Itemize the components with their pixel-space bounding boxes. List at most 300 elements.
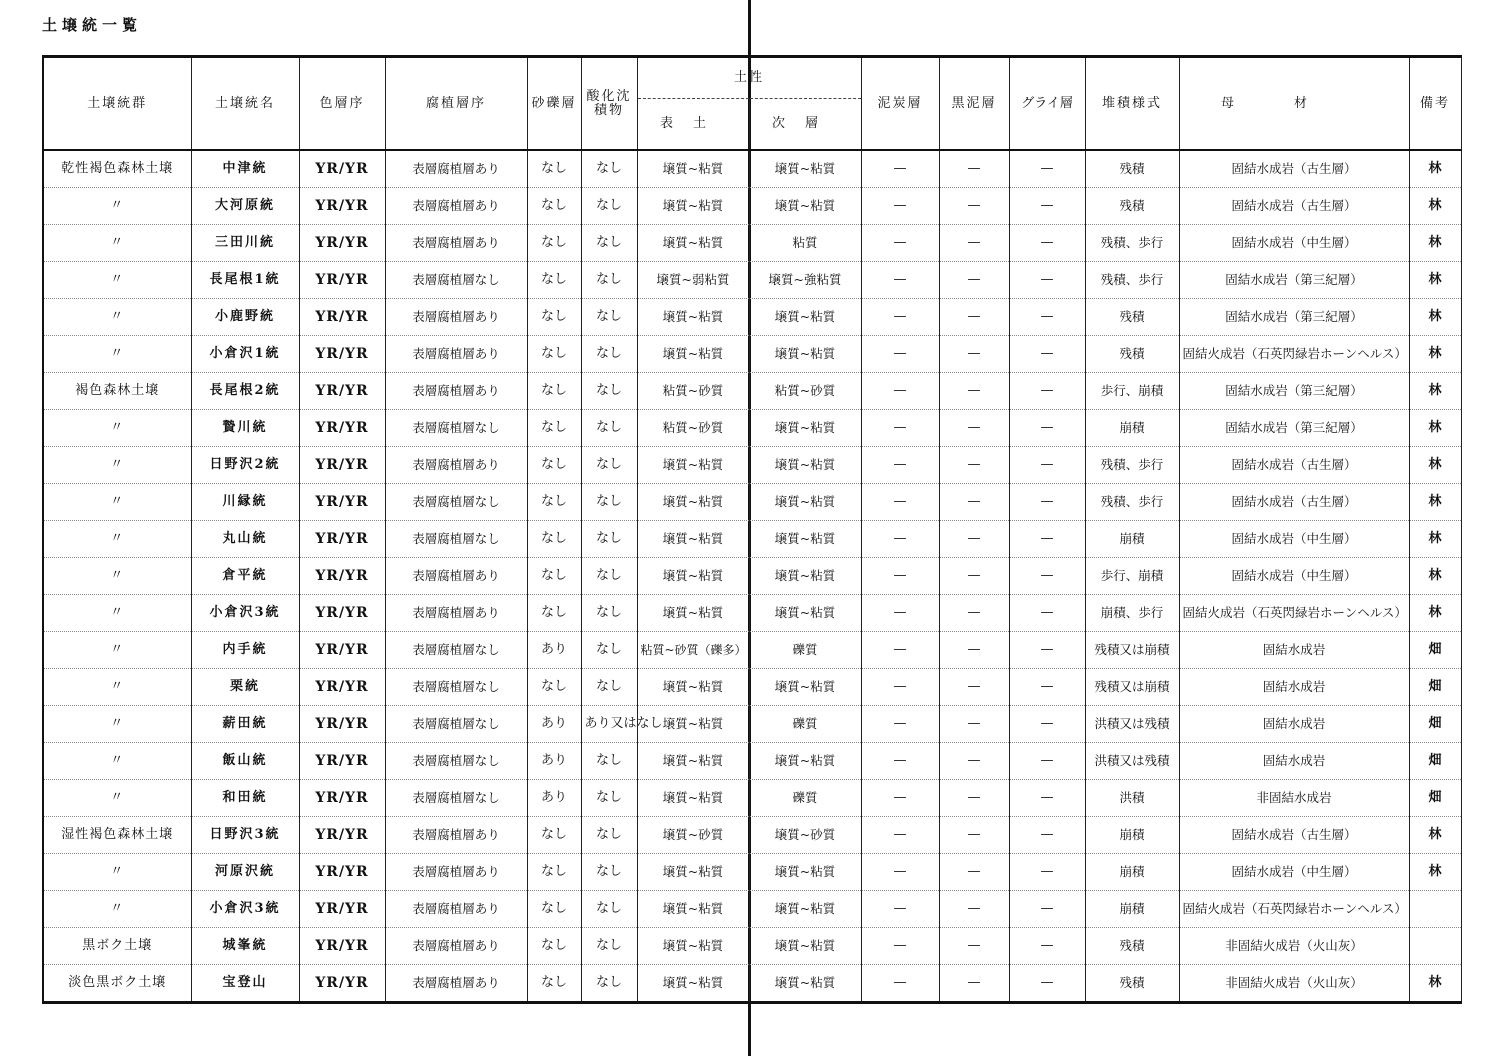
- subsoil-texture-cell: 壌質~粘質: [749, 743, 861, 780]
- header-name: 土壌統名: [191, 57, 299, 151]
- subsoil-texture-cell: 壌質~粘質: [749, 854, 861, 891]
- gravel-layer-cell: なし: [527, 965, 581, 1003]
- gravel-layer-cell: あり: [527, 706, 581, 743]
- gley-layer-cell: —: [1009, 299, 1085, 336]
- deposition-cell: 崩積: [1085, 410, 1179, 447]
- humus-sequence-cell: 表層腐植層なし: [385, 706, 527, 743]
- oxide-deposit-cell: なし: [581, 965, 637, 1003]
- subsoil-texture-cell: 壌質~粘質: [749, 484, 861, 521]
- surface-texture-cell: 壌質~粘質: [637, 447, 749, 484]
- oxide-deposit-cell: なし: [581, 669, 637, 706]
- peat-layer-cell: —: [861, 558, 939, 595]
- humus-sequence-cell: 表層腐植層なし: [385, 743, 527, 780]
- deposition-cell: 洪積: [1085, 780, 1179, 817]
- table-row: [43, 336, 1461, 373]
- oxide-deposit-cell: なし: [581, 373, 637, 410]
- subsoil-texture-cell: 壌質~粘質: [749, 558, 861, 595]
- parent-material-cell: 固結火成岩（石英閃緑岩ホーンヘルス）: [1179, 595, 1409, 632]
- surface-texture-cell: 粘質~砂質: [637, 410, 749, 447]
- series-name-cell: 内手統: [191, 632, 299, 669]
- table-row: [43, 410, 1461, 447]
- oxide-deposit-cell: なし: [581, 336, 637, 373]
- series-name-cell: 倉平統: [191, 558, 299, 595]
- color-sequence-cell: YR/YR: [299, 336, 385, 373]
- table-row: [43, 558, 1461, 595]
- gley-layer-cell: —: [1009, 743, 1085, 780]
- humus-sequence-cell: 表層腐植層あり: [385, 336, 527, 373]
- group-cell: 〃: [43, 188, 191, 225]
- table-row: [43, 521, 1461, 558]
- group-cell: 褐色森林土壌: [43, 373, 191, 410]
- table-row: [43, 669, 1461, 706]
- deposition-cell: 残積: [1085, 299, 1179, 336]
- color-sequence-cell: YR/YR: [299, 854, 385, 891]
- header-gley: グライ層: [1009, 57, 1085, 151]
- oxide-deposit-cell: なし: [581, 558, 637, 595]
- parent-material-cell: 非固結火成岩（火山灰）: [1179, 928, 1409, 965]
- muck-layer-cell: —: [939, 188, 1009, 225]
- color-sequence-cell: YR/YR: [299, 743, 385, 780]
- humus-sequence-cell: 表層腐植層なし: [385, 632, 527, 669]
- color-sequence-cell: YR/YR: [299, 410, 385, 447]
- gravel-layer-cell: なし: [527, 447, 581, 484]
- series-name-cell: 薪田統: [191, 706, 299, 743]
- series-name-cell: 中津統: [191, 150, 299, 188]
- oxide-deposit-cell: なし: [581, 150, 637, 188]
- muck-layer-cell: —: [939, 262, 1009, 299]
- table-row: [43, 595, 1461, 632]
- surface-texture-cell: 壌質~粘質: [637, 928, 749, 965]
- surface-texture-cell: 壌質~粘質: [637, 854, 749, 891]
- header-gravel: 砂礫層: [527, 57, 581, 151]
- humus-sequence-cell: 表層腐植層あり: [385, 150, 527, 188]
- note-cell: 林: [1409, 595, 1461, 632]
- group-cell: 黒ボク土壌: [43, 928, 191, 965]
- surface-texture-cell: 壌質~粘質: [637, 225, 749, 262]
- muck-layer-cell: —: [939, 447, 1009, 484]
- series-name-cell: 宝登山: [191, 965, 299, 1003]
- table-row: [43, 706, 1461, 743]
- gley-layer-cell: —: [1009, 188, 1085, 225]
- peat-layer-cell: —: [861, 484, 939, 521]
- gley-layer-cell: —: [1009, 928, 1085, 965]
- deposition-cell: 残積、歩行: [1085, 447, 1179, 484]
- humus-sequence-cell: 表層腐植層なし: [385, 484, 527, 521]
- humus-sequence-cell: 表層腐植層なし: [385, 780, 527, 817]
- peat-layer-cell: —: [861, 780, 939, 817]
- group-cell: 〃: [43, 262, 191, 299]
- table-row: [43, 373, 1461, 410]
- gravel-layer-cell: なし: [527, 410, 581, 447]
- subsoil-texture-cell: 壌質~粘質: [749, 928, 861, 965]
- group-cell: 〃: [43, 521, 191, 558]
- gley-layer-cell: —: [1009, 817, 1085, 854]
- parent-material-cell: 固結水成岩（中生層）: [1179, 558, 1409, 595]
- deposition-cell: 残積、歩行: [1085, 262, 1179, 299]
- table-row: [43, 225, 1461, 262]
- subsoil-texture-cell: 壌質~粘質: [749, 595, 861, 632]
- subsoil-texture-cell: 壌質~粘質: [749, 965, 861, 1003]
- color-sequence-cell: YR/YR: [299, 706, 385, 743]
- header-parent: 母材: [1179, 57, 1409, 151]
- table-row: [43, 188, 1461, 225]
- surface-texture-cell: 壌質~粘質: [637, 484, 749, 521]
- group-cell: 乾性褐色森林土壌: [43, 150, 191, 188]
- surface-texture-cell: 壌質~粘質: [637, 558, 749, 595]
- deposition-cell: 残積、歩行: [1085, 484, 1179, 521]
- peat-layer-cell: —: [861, 965, 939, 1003]
- table-row: [43, 150, 1461, 188]
- gley-layer-cell: —: [1009, 632, 1085, 669]
- table-row: [43, 484, 1461, 521]
- oxide-deposit-cell: なし: [581, 410, 637, 447]
- series-name-cell: 日野沢3統: [191, 817, 299, 854]
- deposition-cell: 残積: [1085, 336, 1179, 373]
- subsoil-texture-cell: 壌質~粘質: [749, 891, 861, 928]
- note-cell: 林: [1409, 558, 1461, 595]
- humus-sequence-cell: 表層腐植層あり: [385, 928, 527, 965]
- surface-texture-cell: 壌質~粘質: [637, 595, 749, 632]
- parent-material-cell: 固結水成岩（中生層）: [1179, 521, 1409, 558]
- series-name-cell: 長尾根2統: [191, 373, 299, 410]
- peat-layer-cell: —: [861, 669, 939, 706]
- deposition-cell: 歩行、崩積: [1085, 558, 1179, 595]
- series-name-cell: 三田川統: [191, 225, 299, 262]
- humus-sequence-cell: 表層腐植層なし: [385, 669, 527, 706]
- peat-layer-cell: —: [861, 188, 939, 225]
- deposition-cell: 残積、歩行: [1085, 225, 1179, 262]
- note-cell: 林: [1409, 373, 1461, 410]
- group-cell: 〃: [43, 484, 191, 521]
- muck-layer-cell: —: [939, 225, 1009, 262]
- surface-texture-cell: 壌質~粘質: [637, 299, 749, 336]
- subsoil-texture-cell: 壌質~粘質: [749, 410, 861, 447]
- parent-material-cell: 固結水成岩（第三紀層）: [1179, 299, 1409, 336]
- header-texture-subsoil: 次層: [749, 99, 861, 151]
- subsoil-texture-cell: 壌質~強粘質: [749, 262, 861, 299]
- group-cell: 〃: [43, 632, 191, 669]
- deposition-cell: 崩積: [1085, 891, 1179, 928]
- gravel-layer-cell: なし: [527, 262, 581, 299]
- group-cell: 〃: [43, 299, 191, 336]
- header-humus: 腐植層序: [385, 57, 527, 151]
- oxide-deposit-cell: なし: [581, 743, 637, 780]
- note-cell: 林: [1409, 150, 1461, 188]
- group-cell: 〃: [43, 669, 191, 706]
- gravel-layer-cell: なし: [527, 299, 581, 336]
- surface-texture-cell: 壌質~粘質: [637, 669, 749, 706]
- surface-texture-cell: 壌質~粘質: [637, 891, 749, 928]
- group-cell: 〃: [43, 336, 191, 373]
- deposition-cell: 残積又は崩積: [1085, 669, 1179, 706]
- table-row: [43, 743, 1461, 780]
- deposition-cell: 洪積又は残積: [1085, 743, 1179, 780]
- series-name-cell: 川縁統: [191, 484, 299, 521]
- peat-layer-cell: —: [861, 743, 939, 780]
- gley-layer-cell: —: [1009, 225, 1085, 262]
- oxide-deposit-cell: なし: [581, 854, 637, 891]
- color-sequence-cell: YR/YR: [299, 299, 385, 336]
- muck-layer-cell: —: [939, 965, 1009, 1003]
- series-name-cell: 小鹿野統: [191, 299, 299, 336]
- oxide-deposit-cell: なし: [581, 484, 637, 521]
- series-name-cell: 栗統: [191, 669, 299, 706]
- color-sequence-cell: YR/YR: [299, 558, 385, 595]
- humus-sequence-cell: 表層腐植層あり: [385, 595, 527, 632]
- header-muck: 黒泥層: [939, 57, 1009, 151]
- color-sequence-cell: YR/YR: [299, 928, 385, 965]
- peat-layer-cell: —: [861, 262, 939, 299]
- gravel-layer-cell: なし: [527, 188, 581, 225]
- parent-material-cell: 固結水成岩（古生層）: [1179, 484, 1409, 521]
- gley-layer-cell: —: [1009, 262, 1085, 299]
- gravel-layer-cell: なし: [527, 484, 581, 521]
- group-cell: 〃: [43, 595, 191, 632]
- deposition-cell: 崩積: [1085, 521, 1179, 558]
- oxide-deposit-cell: なし: [581, 521, 637, 558]
- subsoil-texture-cell: 粘質~砂質: [749, 373, 861, 410]
- subsoil-texture-cell: 壌質~粘質: [749, 669, 861, 706]
- color-sequence-cell: YR/YR: [299, 891, 385, 928]
- peat-layer-cell: —: [861, 225, 939, 262]
- parent-material-cell: 固結水成岩: [1179, 669, 1409, 706]
- peat-layer-cell: —: [861, 817, 939, 854]
- subsoil-texture-cell: 礫質: [749, 706, 861, 743]
- muck-layer-cell: —: [939, 928, 1009, 965]
- gley-layer-cell: —: [1009, 558, 1085, 595]
- surface-texture-cell: 壌質~粘質: [637, 706, 749, 743]
- header-peat: 泥炭層: [861, 57, 939, 151]
- header-deposition: 堆積様式: [1085, 57, 1179, 151]
- gley-layer-cell: —: [1009, 965, 1085, 1003]
- color-sequence-cell: YR/YR: [299, 225, 385, 262]
- parent-material-cell: 非固結水成岩: [1179, 780, 1409, 817]
- parent-material-cell: 固結水成岩（古生層）: [1179, 817, 1409, 854]
- peat-layer-cell: —: [861, 706, 939, 743]
- color-sequence-cell: YR/YR: [299, 595, 385, 632]
- parent-material-cell: 固結水成岩（中生層）: [1179, 854, 1409, 891]
- group-cell: 〃: [43, 891, 191, 928]
- note-cell: 林: [1409, 299, 1461, 336]
- series-name-cell: 小倉沢3統: [191, 595, 299, 632]
- surface-texture-cell: 壌質~粘質: [637, 743, 749, 780]
- table-row: [43, 780, 1461, 817]
- deposition-cell: 崩積: [1085, 854, 1179, 891]
- parent-material-cell: 固結水成岩（古生層）: [1179, 150, 1409, 188]
- gravel-layer-cell: なし: [527, 669, 581, 706]
- deposition-cell: 崩積、歩行: [1085, 595, 1179, 632]
- color-sequence-cell: YR/YR: [299, 632, 385, 669]
- gley-layer-cell: —: [1009, 447, 1085, 484]
- muck-layer-cell: —: [939, 632, 1009, 669]
- peat-layer-cell: —: [861, 521, 939, 558]
- deposition-cell: 残積又は崩積: [1085, 632, 1179, 669]
- note-cell: 林: [1409, 262, 1461, 299]
- oxide-deposit-cell: なし: [581, 928, 637, 965]
- muck-layer-cell: —: [939, 299, 1009, 336]
- oxide-deposit-cell: なし: [581, 225, 637, 262]
- table-row: [43, 262, 1461, 299]
- color-sequence-cell: YR/YR: [299, 965, 385, 1003]
- color-sequence-cell: YR/YR: [299, 150, 385, 188]
- header-oxide: 酸化沈積物: [581, 57, 637, 151]
- parent-material-cell: 固結水成岩（古生層）: [1179, 188, 1409, 225]
- group-cell: 〃: [43, 447, 191, 484]
- header-note: 備考: [1409, 57, 1461, 151]
- note-cell: 林: [1409, 188, 1461, 225]
- oxide-deposit-cell: あり又はなし: [581, 706, 637, 743]
- peat-layer-cell: —: [861, 373, 939, 410]
- parent-material-cell: 非固結火成岩（火山灰）: [1179, 965, 1409, 1003]
- header-color: 色層序: [299, 57, 385, 151]
- surface-texture-cell: 粘質~砂質: [637, 373, 749, 410]
- oxide-deposit-cell: なし: [581, 632, 637, 669]
- note-cell: 林: [1409, 817, 1461, 854]
- series-name-cell: 河原沢統: [191, 854, 299, 891]
- color-sequence-cell: YR/YR: [299, 447, 385, 484]
- parent-material-cell: 固結水成岩（第三紀層）: [1179, 262, 1409, 299]
- group-cell: 〃: [43, 780, 191, 817]
- subsoil-texture-cell: 壌質~粘質: [749, 521, 861, 558]
- gravel-layer-cell: なし: [527, 521, 581, 558]
- parent-material-cell: 固結火成岩（石英閃緑岩ホーンヘルス）: [1179, 336, 1409, 373]
- subsoil-texture-cell: 壌質~粘質: [749, 336, 861, 373]
- color-sequence-cell: YR/YR: [299, 188, 385, 225]
- muck-layer-cell: —: [939, 484, 1009, 521]
- deposition-cell: 残積: [1085, 188, 1179, 225]
- gravel-layer-cell: なし: [527, 373, 581, 410]
- note-cell: 林: [1409, 410, 1461, 447]
- peat-layer-cell: —: [861, 854, 939, 891]
- gravel-layer-cell: なし: [527, 817, 581, 854]
- soil-series-table: [42, 55, 1462, 1004]
- gley-layer-cell: —: [1009, 669, 1085, 706]
- group-cell: 〃: [43, 706, 191, 743]
- parent-material-cell: 固結水成岩: [1179, 743, 1409, 780]
- gley-layer-cell: —: [1009, 780, 1085, 817]
- subsoil-texture-cell: 礫質: [749, 780, 861, 817]
- muck-layer-cell: —: [939, 706, 1009, 743]
- muck-layer-cell: —: [939, 817, 1009, 854]
- group-cell: 湿性褐色森林土壌: [43, 817, 191, 854]
- oxide-deposit-cell: なし: [581, 817, 637, 854]
- gley-layer-cell: —: [1009, 373, 1085, 410]
- oxide-deposit-cell: なし: [581, 262, 637, 299]
- table-row: [43, 928, 1461, 965]
- series-name-cell: 丸山統: [191, 521, 299, 558]
- color-sequence-cell: YR/YR: [299, 780, 385, 817]
- oxide-deposit-cell: なし: [581, 188, 637, 225]
- muck-layer-cell: —: [939, 891, 1009, 928]
- gley-layer-cell: —: [1009, 150, 1085, 188]
- page-title: 土壌統一覧: [42, 16, 143, 34]
- peat-layer-cell: —: [861, 928, 939, 965]
- series-name-cell: 城峯統: [191, 928, 299, 965]
- series-name-cell: 小倉沢1統: [191, 336, 299, 373]
- table-body: [43, 150, 1461, 1003]
- humus-sequence-cell: 表層腐植層あり: [385, 854, 527, 891]
- surface-texture-cell: 壌質~粘質: [637, 521, 749, 558]
- table-row: [43, 817, 1461, 854]
- note-cell: 林: [1409, 965, 1461, 1003]
- note-cell: 林: [1409, 447, 1461, 484]
- muck-layer-cell: —: [939, 521, 1009, 558]
- header-texture-surface: 表土: [637, 99, 749, 151]
- gley-layer-cell: —: [1009, 891, 1085, 928]
- gravel-layer-cell: なし: [527, 336, 581, 373]
- humus-sequence-cell: 表層腐植層あり: [385, 373, 527, 410]
- table-row: [43, 891, 1461, 928]
- oxide-deposit-cell: なし: [581, 891, 637, 928]
- subsoil-texture-cell: 壌質~粘質: [749, 150, 861, 188]
- color-sequence-cell: YR/YR: [299, 262, 385, 299]
- humus-sequence-cell: 表層腐植層なし: [385, 262, 527, 299]
- humus-sequence-cell: 表層腐植層あり: [385, 188, 527, 225]
- gravel-layer-cell: なし: [527, 891, 581, 928]
- note-cell: 畑: [1409, 743, 1461, 780]
- gravel-layer-cell: あり: [527, 780, 581, 817]
- note-cell: 林: [1409, 521, 1461, 558]
- table-header: [43, 57, 1461, 151]
- color-sequence-cell: YR/YR: [299, 484, 385, 521]
- note-cell: 林: [1409, 484, 1461, 521]
- surface-texture-cell: 壌質~粘質: [637, 780, 749, 817]
- group-cell: 淡色黒ボク土壌: [43, 965, 191, 1003]
- note-cell: 畑: [1409, 632, 1461, 669]
- deposition-cell: 洪積又は残積: [1085, 706, 1179, 743]
- oxide-deposit-cell: なし: [581, 780, 637, 817]
- gley-layer-cell: —: [1009, 336, 1085, 373]
- gravel-layer-cell: あり: [527, 743, 581, 780]
- note-cell: 畑: [1409, 669, 1461, 706]
- note-cell: [1409, 891, 1461, 928]
- surface-texture-cell: 壌質~砂質: [637, 817, 749, 854]
- table-row: [43, 854, 1461, 891]
- muck-layer-cell: —: [939, 410, 1009, 447]
- parent-material-cell: 固結水成岩（第三紀層）: [1179, 410, 1409, 447]
- peat-layer-cell: —: [861, 447, 939, 484]
- series-name-cell: 小倉沢3統: [191, 891, 299, 928]
- gley-layer-cell: —: [1009, 410, 1085, 447]
- parent-material-cell: 固結水成岩（中生層）: [1179, 225, 1409, 262]
- parent-material-cell: 固結火成岩（石英閃緑岩ホーンヘルス）: [1179, 891, 1409, 928]
- gravel-layer-cell: なし: [527, 558, 581, 595]
- series-name-cell: 大河原統: [191, 188, 299, 225]
- series-name-cell: 長尾根1統: [191, 262, 299, 299]
- humus-sequence-cell: 表層腐植層なし: [385, 521, 527, 558]
- muck-layer-cell: —: [939, 780, 1009, 817]
- muck-layer-cell: —: [939, 669, 1009, 706]
- surface-texture-cell: 壌質~粘質: [637, 188, 749, 225]
- surface-texture-cell: 壌質~弱粘質: [637, 262, 749, 299]
- subsoil-texture-cell: 壌質~粘質: [749, 299, 861, 336]
- color-sequence-cell: YR/YR: [299, 669, 385, 706]
- muck-layer-cell: —: [939, 743, 1009, 780]
- humus-sequence-cell: 表層腐植層あり: [385, 558, 527, 595]
- gley-layer-cell: —: [1009, 854, 1085, 891]
- gravel-layer-cell: なし: [527, 854, 581, 891]
- deposition-cell: 崩積: [1085, 817, 1179, 854]
- gley-layer-cell: —: [1009, 484, 1085, 521]
- note-cell: [1409, 928, 1461, 965]
- humus-sequence-cell: 表層腐植層あり: [385, 225, 527, 262]
- group-cell: 〃: [43, 225, 191, 262]
- gravel-layer-cell: なし: [527, 225, 581, 262]
- surface-texture-cell: 壌質~粘質: [637, 336, 749, 373]
- muck-layer-cell: —: [939, 150, 1009, 188]
- color-sequence-cell: YR/YR: [299, 817, 385, 854]
- group-cell: 〃: [43, 743, 191, 780]
